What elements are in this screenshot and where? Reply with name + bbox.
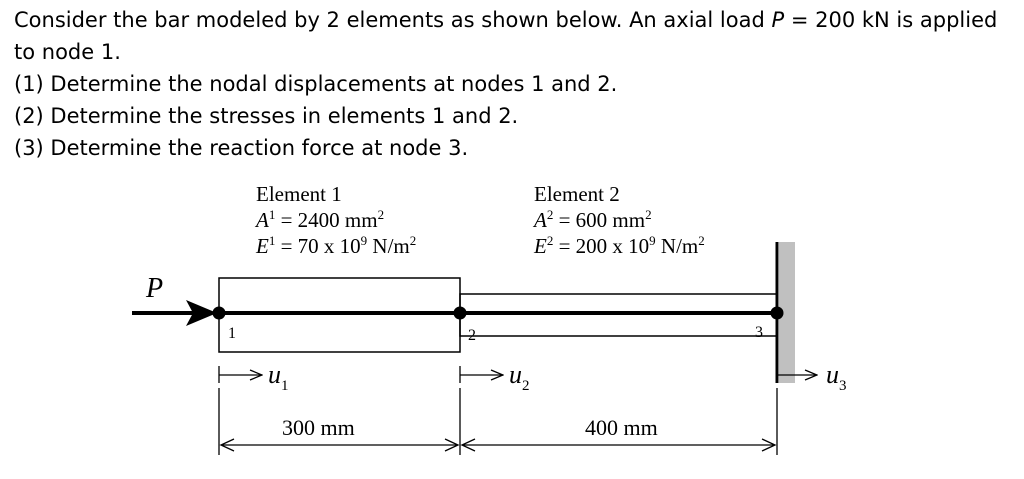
element-2-properties [532,182,705,258]
element-2-modulus: $E^2 = 200$ x $10^9$ $N/m^2$ [534,233,705,258]
dim-label-300: 300 mm [282,415,355,440]
element-1-properties [254,182,416,258]
dim-label-400: 400 mm [585,415,658,440]
load-label: P [146,273,164,304]
node-3-label: 3 [755,324,763,341]
u1-label: $u_1$ [268,360,289,394]
element-2-area: $A^2 = 600$ $mm^2$ [534,207,652,232]
load-symbol: P [771,8,785,32]
question-3: (3) Determine the reaction force at node 3. [14,136,469,160]
element-1-area: $A^1 = 2400$ $mm^2$ [256,207,385,232]
element-1-modulus: $E^1 = 70$ x $10^9$ $N/m^2$ [256,233,417,258]
intro-text: Consider the bar modeled by 2 elements as shown below. An axial load [14,8,772,32]
question-2: (2) Determine the stresses in elements 1 and 2. [14,104,519,128]
u2-label: $u_2$ [509,360,530,394]
node-3-dot [771,307,784,320]
node-1-label: 1 [228,325,236,342]
node-2-label: 2 [468,327,476,344]
intro-load-value: = 200 kN is applied to node 1. [14,8,998,64]
question-1: (1) Determine the nodal displacements at nodes 1 and 2. [14,72,618,96]
element-1-title: Element 1 [256,182,342,206]
u3-label: $u_3$ [826,360,847,394]
element-2-title: Element 2 [534,182,620,206]
node-1-dot [213,307,226,320]
node-2-dot [454,307,467,320]
